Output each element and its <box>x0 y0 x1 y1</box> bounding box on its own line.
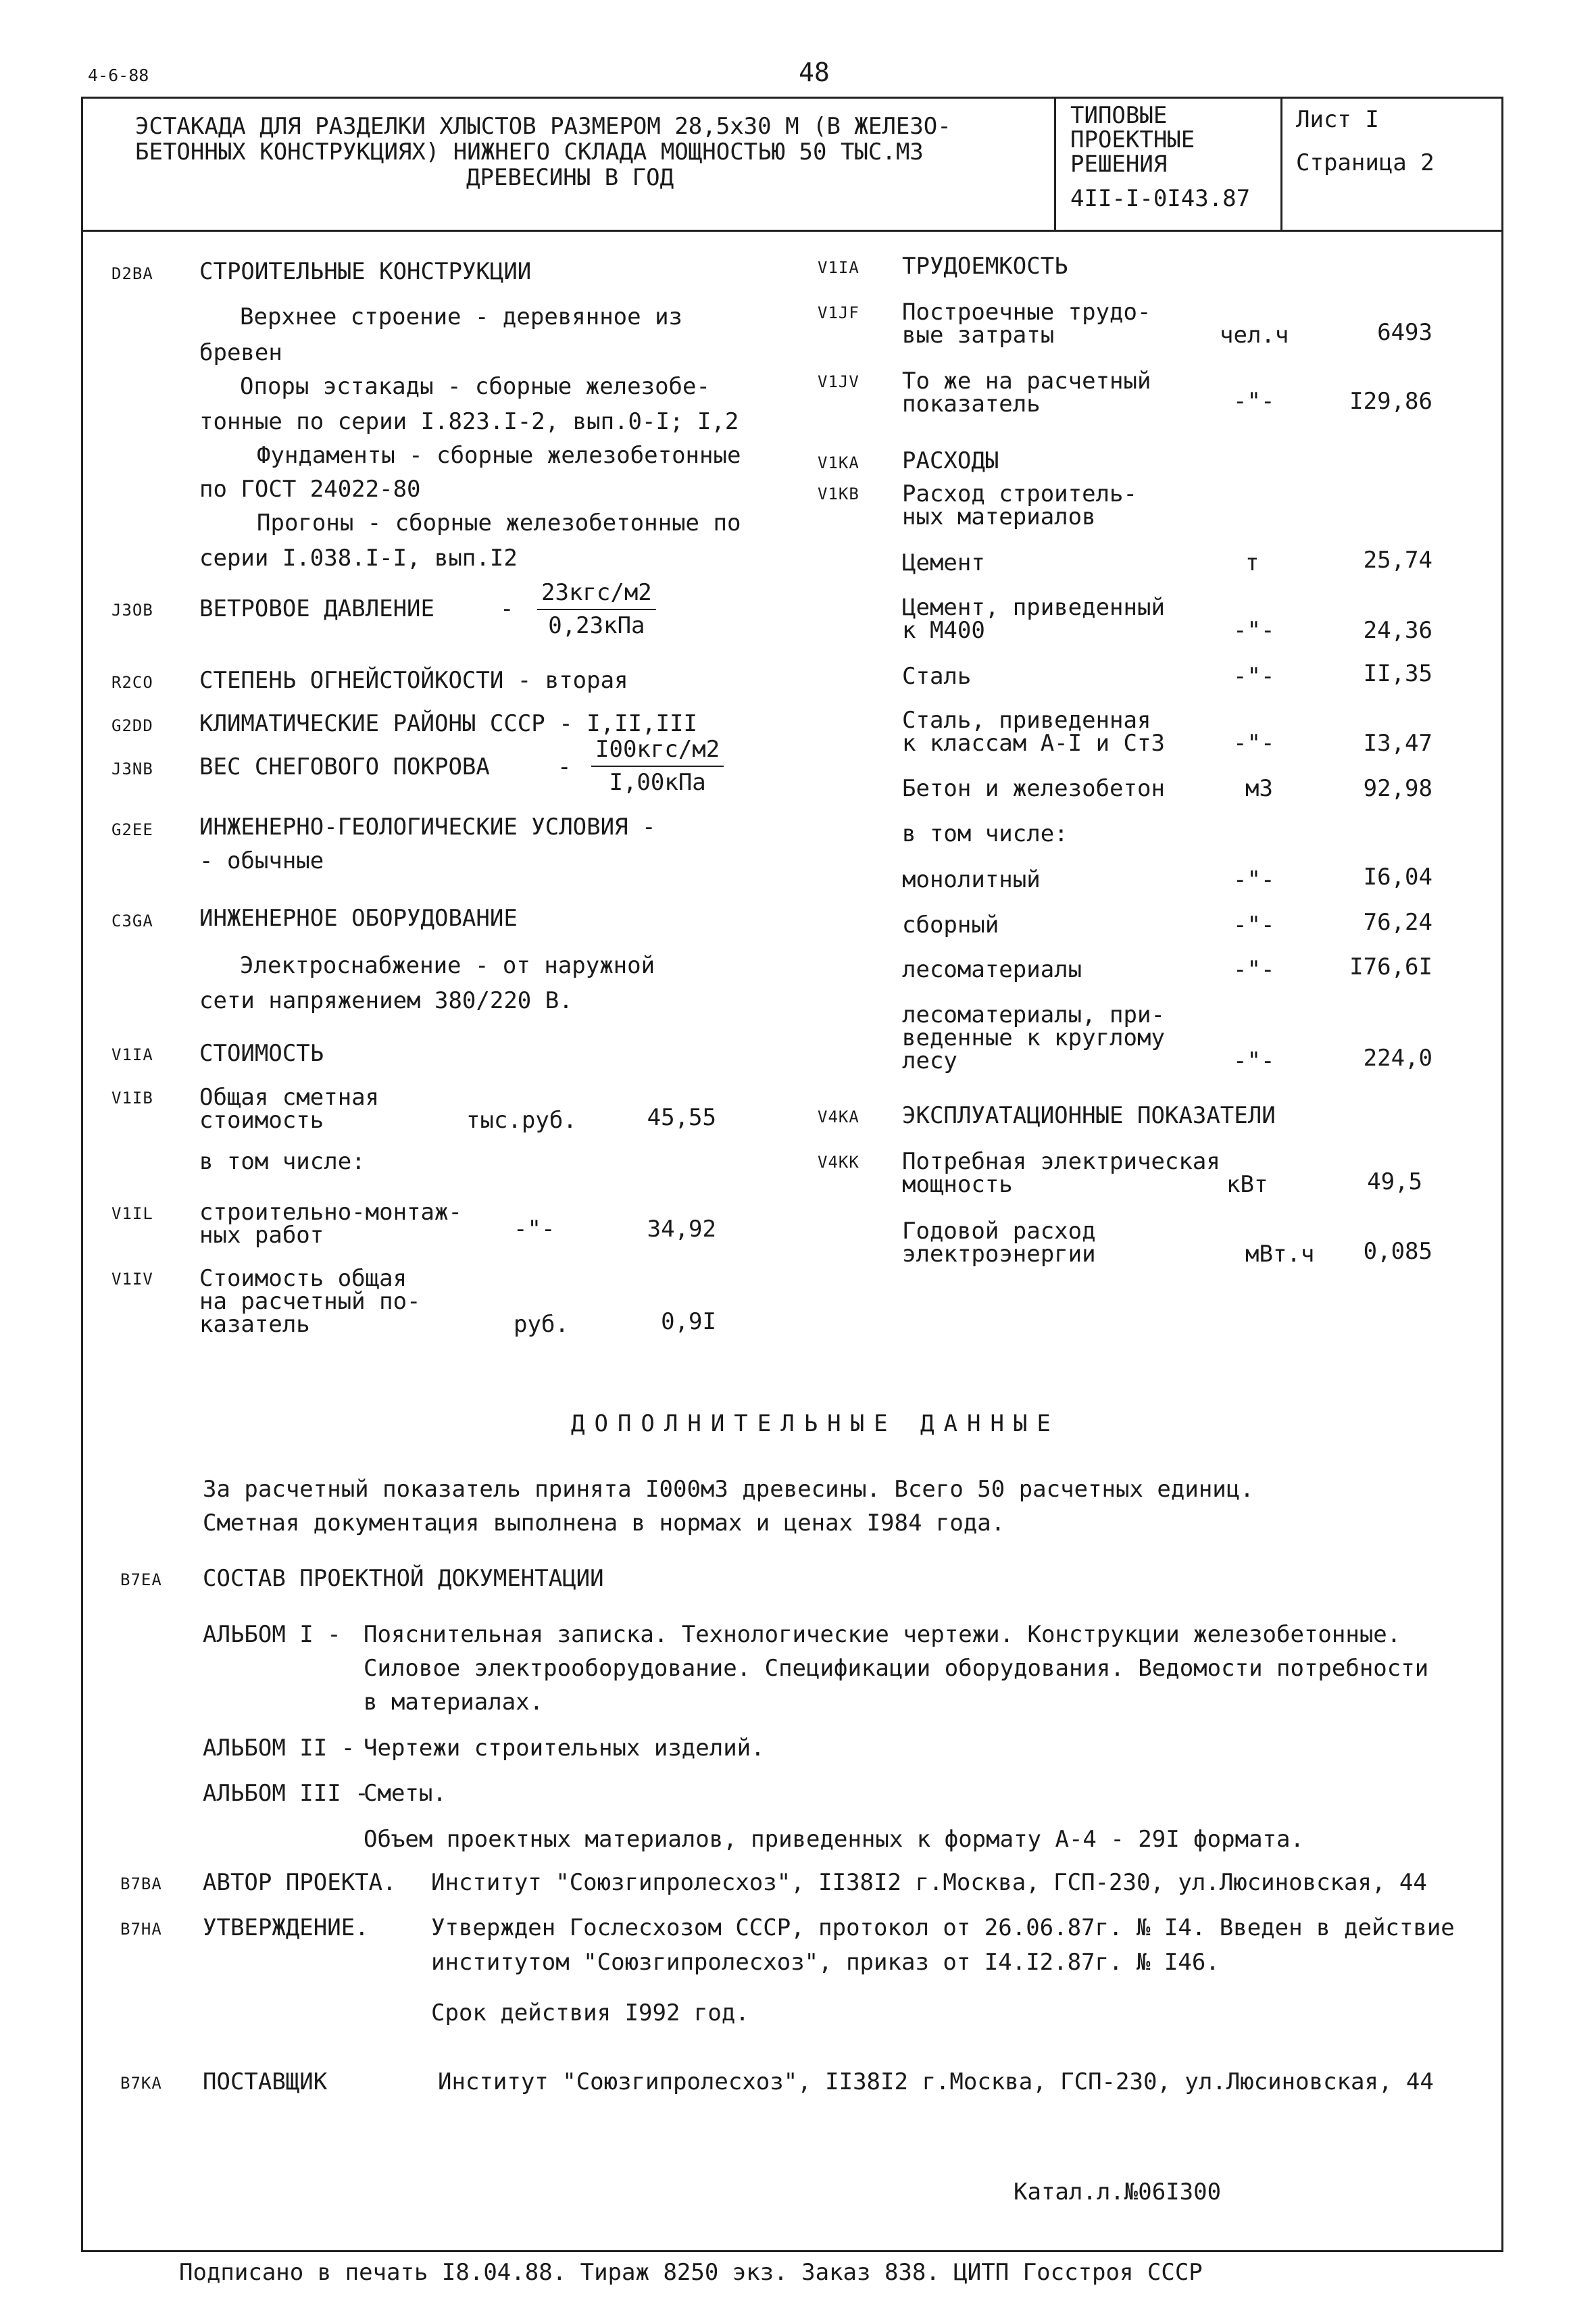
additional-line: За расчетный показатель принята I000м3 древесины. Всего 50 расчетных единиц. <box>203 1476 1254 1503</box>
labor-item-unit: -"- <box>1233 388 1275 415</box>
doc-number: 4II-I-0I43.87 <box>1070 185 1251 212</box>
expenses-materials-label: ных материалов <box>902 503 1096 530</box>
equipment-title: ИНЖЕНЕРНОЕ ОБОРУДОВАНИЕ <box>199 905 518 932</box>
constructions-line: тонные по серии I.823.I-2, вып.0-I; I,2 <box>199 408 739 435</box>
code-expenses-materials: V1KB <box>818 484 859 503</box>
code-wind: J3OB <box>111 601 153 620</box>
steel-label: Сталь <box>902 663 972 690</box>
album1-text: Пояснительная записка. Технологические чертежи. Конструкции железобетонные. <box>364 1621 1401 1648</box>
cost-construction-label: ных работ <box>199 1222 324 1249</box>
concrete-unit: м3 <box>1245 775 1273 802</box>
expenses-materials-label: Расход строитель- <box>902 480 1137 507</box>
cement400-unit: -"- <box>1233 617 1275 644</box>
energy-value: 0,085 <box>1363 1238 1432 1265</box>
timber-label: лесоматериалы <box>902 956 1082 983</box>
code-equipment: C3GA <box>111 912 153 930</box>
album3-label: АЛЬБОМ III - <box>203 1780 369 1807</box>
cost-per-unit-unit: руб. <box>514 1311 569 1338</box>
constructions-line: Фундаменты - сборные железобетонные <box>257 442 741 469</box>
monolith-value: I6,04 <box>1363 864 1432 891</box>
labor-item-label: То же на расчетный <box>902 368 1151 395</box>
approval-text: Утвержден Гослесхозом СССР, протокол от 26.06.87г. № I4. Введен в действие <box>431 1914 1455 1941</box>
wind-dash: - <box>500 595 514 622</box>
steel-cls-unit: -"- <box>1233 730 1275 757</box>
constructions-line: Прогоны - сборные железобетонные по <box>257 509 741 537</box>
volume-text: Объем проектных материалов, приведенных к формату А-4 - 29I формата. <box>364 1826 1304 1853</box>
album2-text: Чертежи строительных изделий. <box>364 1735 765 1762</box>
code-cost-total: V1IB <box>111 1089 153 1107</box>
snow-title: ВЕС СНЕГОВОГО ПОКРОВА <box>199 753 490 780</box>
code-labor: V1IA <box>818 258 859 277</box>
prefab-unit: -"- <box>1233 912 1275 939</box>
operation-title: ЭКСПЛУАТАЦИОННЫЕ ПОКАЗАТЕЛИ <box>902 1102 1276 1129</box>
album1-text: в материалах. <box>364 1689 544 1716</box>
expenses-title: РАСХОДЫ <box>902 447 999 474</box>
cement-label: Цемент <box>902 549 985 576</box>
constructions-line: по ГОСТ 24022-80 <box>199 476 421 503</box>
code-geo: G2EE <box>111 820 153 839</box>
prefab-label: сборный <box>902 912 999 939</box>
snow-dash: - <box>557 753 572 780</box>
labor-item-label: вые затраты <box>902 322 1055 349</box>
monolith-label: монолитный <box>902 866 1041 893</box>
fire-resistance: СТЕПЕНЬ ОГНЕЙСТОЙКОСТИ - вторая <box>199 667 628 694</box>
energy-label: электроэнергии <box>902 1241 1096 1268</box>
cost-total-label: Общая сметная <box>199 1084 380 1111</box>
cement400-value: 24,36 <box>1363 617 1432 644</box>
album3-text: Сметы. <box>364 1780 447 1807</box>
code-operation: V4KA <box>818 1107 859 1126</box>
code-constructions: D2BA <box>111 264 153 283</box>
code-cost-construction: V1IL <box>111 1204 153 1223</box>
timber-round-unit: -"- <box>1233 1047 1275 1074</box>
cost-per-unit-label: на расчетный по- <box>199 1288 421 1315</box>
code-cost: V1IA <box>111 1045 153 1064</box>
approval-text: институтом "Союзгипролесхоз", приказ от I4.I2.87г. № I46. <box>431 1949 1220 1976</box>
code-composition: B7EA <box>120 1570 162 1589</box>
cement-value: 25,74 <box>1363 547 1432 574</box>
constructions-line: серии I.038.I-I, вып.I2 <box>199 545 518 572</box>
energy-unit: мВт.ч <box>1245 1241 1315 1268</box>
power-unit: кВт <box>1226 1171 1268 1198</box>
geo-value: - обычные <box>199 847 324 874</box>
cement400-label: Цемент, приведенный <box>902 594 1165 621</box>
concrete-incl: в том числе: <box>902 820 1068 847</box>
cost-construction-unit: -"- <box>514 1216 555 1243</box>
timber-round-label: лесоматериалы, при- <box>902 1001 1165 1028</box>
power-value: 49,5 <box>1367 1168 1422 1195</box>
labor-item-value: 6493 <box>1377 319 1432 346</box>
code-supplier: B7KA <box>120 2074 162 2093</box>
timber-round-value: 224,0 <box>1363 1045 1432 1072</box>
steel-cls-label: Сталь, приведенная <box>902 707 1151 734</box>
code-snow: J3NB <box>111 760 153 778</box>
equipment-line: Электроснабжение - от наружной <box>240 952 655 979</box>
equipment-line: сети напряжением 380/220 В. <box>199 987 573 1014</box>
approval-validity: Срок действия I992 год. <box>431 1999 749 2026</box>
climate-zones: КЛИМАТИЧЕСКИЕ РАЙОНЫ СССР - I,II,III <box>199 710 697 737</box>
geo-title: ИНЖЕНЕРНО-ГЕОЛОГИЧЕСКИЕ УСЛОВИЯ - <box>199 814 656 841</box>
timber-round-label: лесу <box>902 1047 957 1074</box>
code-labor-item: V1JF <box>818 303 859 322</box>
constructions-line: Опоры эстакады - сборные железобе- <box>240 373 710 400</box>
cement400-label: к М400 <box>902 617 985 644</box>
constructions-title: СТРОИТЕЛЬНЫЕ КОНСТРУКЦИИ <box>199 258 532 285</box>
timber-value: I76,6I <box>1349 953 1432 980</box>
labor-item-unit: чел.ч <box>1220 322 1289 349</box>
cost-total-label: стоимость <box>199 1107 324 1134</box>
cost-per-unit-label: Стоимость общая <box>199 1265 407 1292</box>
labor-title: ТРУДОЕМКОСТЬ <box>902 253 1068 280</box>
approval-label: УТВЕРЖДЕНИЕ. <box>203 1914 369 1941</box>
page-code: 4-6-88 <box>88 66 149 85</box>
header-divider-2 <box>1280 97 1282 230</box>
power-label: Потребная электрическая <box>902 1148 1220 1175</box>
code-power: V4KK <box>818 1153 859 1172</box>
supplier-text: Институт "Союзгипролесхоз", II38I2 г.Москва, ГСП-230, ул.Люсиновская, 44 <box>438 2068 1434 2095</box>
energy-label: Годовой расход <box>902 1218 1096 1245</box>
header-divider <box>81 230 1503 232</box>
timber-round-label: веденные к круглому <box>902 1024 1165 1051</box>
album1-text: Силовое электрооборудование. Спецификации оборудования. Ведомости потребности <box>364 1655 1429 1682</box>
author-text: Институт "Союзгипролесхоз", II38I2 г.Москва, ГСП-230, ул.Люсиновская, 44 <box>431 1869 1427 1896</box>
additional-line: Сметная документация выполнена в нормах и ценах I984 года. <box>203 1510 1005 1537</box>
cost-per-unit-label: казатель <box>199 1311 310 1338</box>
sheet-label: Лист I <box>1296 106 1379 133</box>
cost-total-value: 45,55 <box>647 1104 716 1131</box>
concrete-value: 92,98 <box>1363 775 1432 802</box>
header-divider-1 <box>1054 97 1056 230</box>
steel-cls-label: к классам А-I и Ст3 <box>902 730 1165 757</box>
album1-label: АЛЬБОМ I - <box>203 1621 341 1648</box>
prefab-value: 76,24 <box>1363 909 1432 936</box>
cost-construction-label: строительно-монтаж- <box>199 1199 462 1226</box>
cost-title: СТОИМОСТЬ <box>199 1040 324 1067</box>
cost-total-unit: тыс.руб. <box>466 1107 577 1134</box>
cement-unit: т <box>1245 549 1260 576</box>
labor-item-value: I29,86 <box>1349 388 1432 415</box>
code-expenses: V1KA <box>818 453 859 472</box>
catalog-number: Катал.л.№06I300 <box>1014 2179 1222 2206</box>
code-cost-per-unit: V1IV <box>111 1270 153 1289</box>
code-author: B7BA <box>120 1874 162 1893</box>
steel-value: II,35 <box>1363 660 1432 687</box>
code-fire: R2CO <box>111 673 153 692</box>
author-label: АВТОР ПРОЕКТА. <box>203 1869 397 1896</box>
timber-unit: -"- <box>1233 956 1275 983</box>
steel-unit: -"- <box>1233 663 1275 690</box>
composition-title: СОСТАВ ПРОЕКТНОЙ ДОКУМЕНТАЦИИ <box>203 1565 604 1592</box>
constructions-line: бревен <box>199 339 282 366</box>
labor-item-label: Построечные трудо- <box>902 299 1151 326</box>
album2-label: АЛЬБОМ II - <box>203 1735 355 1762</box>
power-label: мощность <box>902 1171 1013 1198</box>
steel-cls-value: I3,47 <box>1363 730 1432 757</box>
wind-value: 23кгс/м2 0,23кПа <box>537 580 656 639</box>
page-number: 48 <box>799 57 830 87</box>
imprint: Подписано в печать I8.04.88. Тираж 8250 экз. Заказ 838. ЦИТП Госстроя СССР <box>179 2259 1203 2286</box>
concrete-label: Бетон и железобетон <box>902 775 1165 802</box>
constructions-line: Верхнее строение - деревянное из <box>240 303 683 330</box>
monolith-unit: -"- <box>1233 866 1275 893</box>
snow-value: I00кгс/м2 I,00кПа <box>591 737 724 796</box>
code-climate: G2DD <box>111 716 153 735</box>
cost-incl: в том числе: <box>199 1148 366 1175</box>
page-label: Страница 2 <box>1296 149 1435 176</box>
supplier-label: ПОСТАВЩИК <box>203 2068 328 2095</box>
code-approval: B7HA <box>120 1920 162 1939</box>
cost-construction-value: 34,92 <box>647 1216 716 1243</box>
additional-title: ДОПОЛНИТЕЛЬНЫЕ ДАННЫЕ <box>571 1410 1060 1437</box>
cost-per-unit-value: 0,9I <box>661 1308 716 1335</box>
labor-item-label: показатель <box>902 391 1041 418</box>
wind-title: ВЕТРОВОЕ ДАВЛЕНИЕ <box>199 595 434 622</box>
code-labor-item: V1JV <box>818 372 859 391</box>
